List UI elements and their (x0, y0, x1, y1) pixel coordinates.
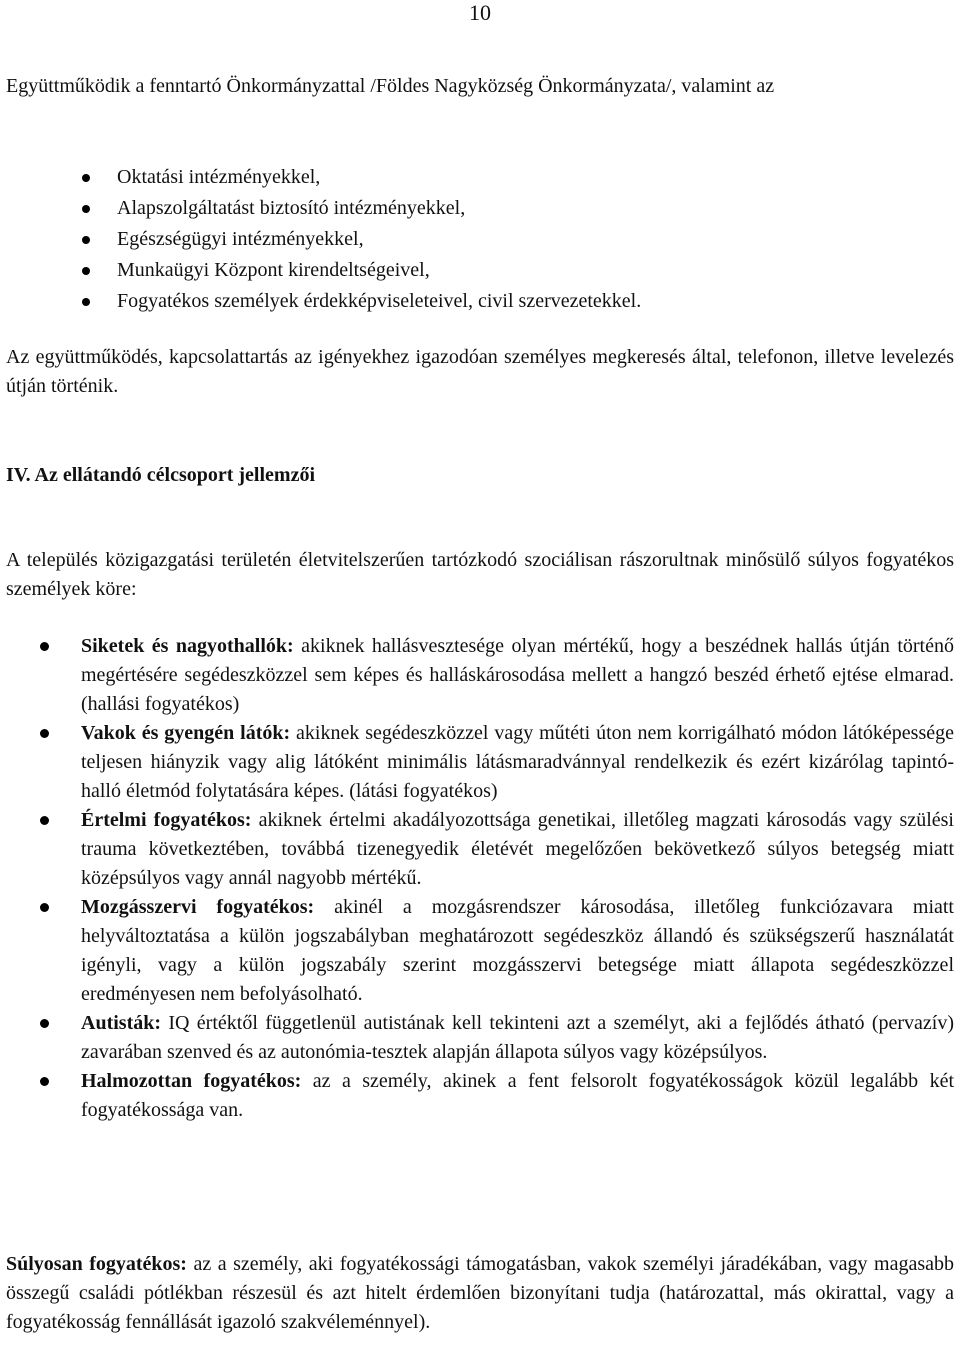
list-item: Munkaügyi Központ kirendeltségeivel, (0, 255, 960, 286)
bullet-icon (40, 1077, 49, 1086)
definition-term: Vakok és gyengén látók: (81, 722, 291, 744)
definition-item (0, 1009, 960, 1067)
page-number: 10 (469, 0, 491, 25)
definition-item (0, 632, 960, 719)
definition-text: IQ értéktől függetlenül autistának kell tekinteni azt a személyt, aki a fejlődés átható (pervazív) zavarában szenved és az autonómia-tesztek alapján állapota súlyos vagy középsúlyos. (81, 1012, 954, 1063)
definition-term: Értelmi fogyatékos: (81, 809, 252, 831)
definition-list (0, 632, 960, 1125)
definition-term: Autisták: (81, 1012, 162, 1034)
list-item: Egészségügyi intézményekkel, (0, 224, 960, 255)
definition-text: akiknek segédeszközzel vagy műtéti úton nem korrigálható módon látóképessége teljesen hiányzik vagy alig látóként minimális látásmaradvánnyal rendelkezik és ezért kizárólag tapintó-halló életmód folytatására képes. (látási fogyatékos) (81, 722, 954, 802)
bullet-icon (40, 816, 49, 825)
list-item: Oktatási intézményekkel, (0, 162, 960, 193)
bullet-icon (40, 903, 49, 912)
definition-term: Mozgásszervi fogyatékos: (81, 896, 315, 918)
definition-text: az a személy, akinek a fent felsorolt fogyatékosságok közül legalább két fogyatékossága van. (81, 1070, 954, 1121)
bullet-icon (82, 298, 90, 306)
bullet-icon (82, 174, 90, 182)
definition-text: akinél a mozgásrendszer károsodása, illetőleg funkciózavara miatt helyváltoztatása a külön jogszabályban meghatározott segédeszköz állandó és szükségszerű használatát igényli, vagy a külön jogszabály szerint mozgásszervi betegsége miatt állapota segédeszközzel eredményesen nem befolyásolható. (81, 896, 954, 1005)
section-heading: IV. Az ellátandó célcsoport jellemzői (6, 464, 316, 486)
partner-list (0, 162, 960, 317)
intro-paragraph: Együttműködik a fenntartó Önkormányzattal /Földes Nagyközség Önkormányzata/, valamint az (6, 75, 775, 97)
bullet-icon (40, 729, 49, 738)
definition-text: akiknek értelmi akadályozottsága genetikai, illetőleg magzati károsodás vagy szülési trauma következtében, továbbá tizenegyedik életévét megelőzően bekövetkező súlyos betegség miatt középsúlyos vagy annál nagyobb mértékű. (81, 809, 954, 889)
list-item: Fogyatékos személyek érdekképviseleteivel, civil szervezetekkel. (0, 286, 960, 317)
definition-item (0, 806, 960, 893)
section-intro-paragraph: A település közigazgatási területén életvitelszerűen tartózkodó szociálisan rászorultnak minősülő súlyos fogyatékos személyek köre: (6, 549, 954, 600)
closing-term: Súlyosan fogyatékos: (6, 1253, 187, 1275)
definition-item (0, 893, 960, 1009)
definition-item (0, 1067, 960, 1125)
bullet-icon (40, 1019, 49, 1028)
bullet-icon (40, 642, 49, 651)
closing-paragraph (6, 1250, 954, 1337)
bullet-icon (82, 267, 90, 275)
definition-term: Halmozottan fogyatékos: (81, 1070, 302, 1092)
definition-term: Siketek és nagyothallók: (81, 635, 294, 657)
bullet-icon (82, 236, 90, 244)
closing-text: az a személy, aki fogyatékossági támogatásban, vakok személyi járadékában, vagy magasabb összegű családi pótlékban részesül és azt hitelt érdemlően bizonyítani tudja (határozattal, más okirattal, vagy a fogyatékosság fennállását igazoló szakvéleménnyel). (6, 1253, 954, 1333)
definition-text: akiknek hallásvesztesége olyan mértékű, hogy a beszédnek hallás útján történő megértésére segédeszközzel sem képes és halláskárosodása mellett a hangzó beszéd érhető ejtése elmarad. (hallási fogyatékos) (81, 635, 954, 715)
cooperation-paragraph: Az együttműködés, kapcsolattartás az igényekhez igazodóan személyes megkeresés által, telefonon, illetve levelezés útján történik. (6, 346, 954, 397)
bullet-icon (82, 205, 90, 213)
list-item: Alapszolgáltatást biztosító intézményekkel, (0, 193, 960, 224)
definition-item (0, 719, 960, 806)
